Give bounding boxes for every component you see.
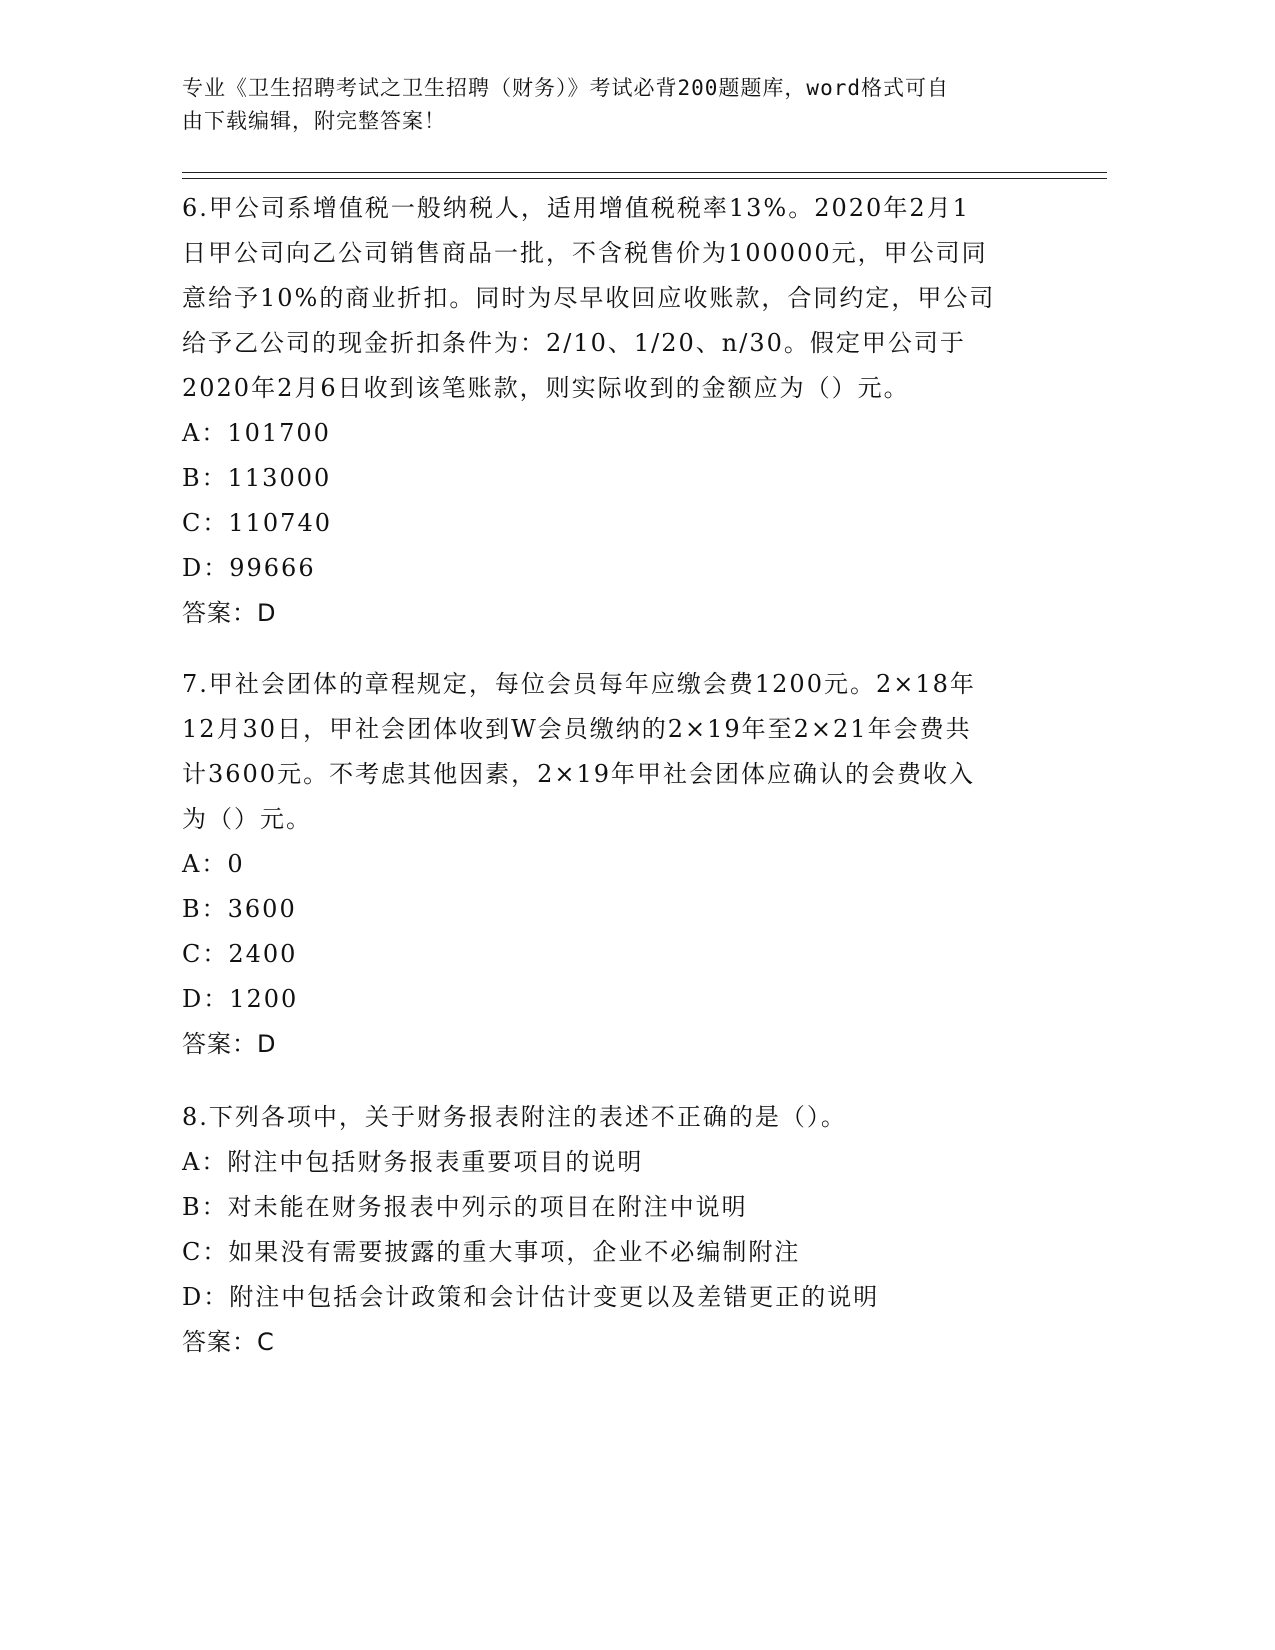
header-divider-top: [182, 172, 1107, 173]
question-line: 给予乙公司的现金折扣条件为：2/10、1/20、n/30。假定甲公司于: [182, 329, 966, 357]
question-line: 意给予10%的商业折扣。同时为尽早收回应收账款，合同约定，甲公司: [182, 284, 996, 312]
question-line: 8.下列各项中，关于财务报表附注的表述不正确的是（）。: [182, 1103, 847, 1131]
question-6: [182, 186, 1082, 636]
option-b: B：对未能在财务报表中列示的项目在附注中说明: [182, 1193, 748, 1221]
question-line: 日甲公司向乙公司销售商品一批，不含税售价为100000元，甲公司同: [182, 239, 988, 267]
option-b: B：113000: [182, 464, 332, 492]
question-line: 为（）元。: [182, 805, 312, 833]
document-header: [182, 72, 1062, 138]
option-d: D：附注中包括会计政策和会计估计变更以及差错更正的说明: [182, 1283, 880, 1311]
option-a: A：101700: [182, 419, 331, 447]
option-c: C：2400: [182, 940, 298, 968]
answer: 答案：D: [182, 1030, 277, 1058]
header-line-1: 专业《卫生招聘考试之卫生招聘（财务）》考试必背200题题库，word格式可自: [182, 76, 949, 100]
option-b: B：3600: [182, 895, 297, 923]
option-d: D：99666: [182, 554, 316, 582]
question-8: [182, 1095, 1082, 1365]
option-c: C：110740: [182, 509, 332, 537]
question-line: 7.甲社会团体的章程规定，每位会员每年应缴会费1200元。2×18年: [182, 670, 976, 698]
option-c: C：如果没有需要披露的重大事项，企业不必编制附注: [182, 1238, 801, 1266]
question-line: 2020年2月6日收到该笔账款，则实际收到的金额应为（）元。: [182, 374, 910, 402]
question-line: 6.甲公司系增值税一般纳税人，适用增值税税率13%。2020年2月1: [182, 194, 970, 222]
answer: 答案：D: [182, 599, 277, 627]
header-line-2: 由下载编辑，附完整答案！: [182, 109, 446, 133]
option-a: A：0: [182, 850, 245, 878]
question-line: 计3600元。不考虑其他因素，2×19年甲社会团体应确认的会费收入: [182, 760, 975, 788]
option-d: D：1200: [182, 985, 299, 1013]
question-line: 12月30日，甲社会团体收到W会员缴纳的2×19年至2×21年会费共: [182, 715, 972, 743]
header-divider-bottom: [182, 178, 1107, 179]
question-7: [182, 662, 1082, 1067]
answer: 答案：C: [182, 1328, 275, 1356]
option-a: A：附注中包括财务报表重要项目的说明: [182, 1148, 644, 1176]
